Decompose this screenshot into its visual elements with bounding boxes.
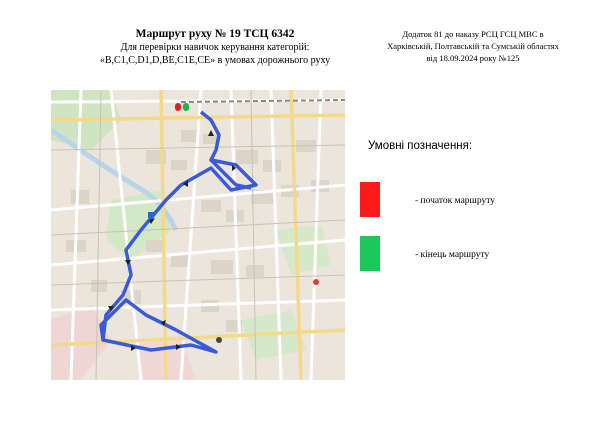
poi-marker [148, 212, 154, 218]
legend-start-swatch [360, 182, 380, 217]
order-line-1: Додаток 81 до наказу РСЦ ГСЦ МВС в [402, 29, 544, 39]
order-line-3: від 18.09.2024 року №125 [426, 53, 520, 63]
legend-title: Умовні позначення: [368, 140, 473, 152]
route-title: Маршрут руху № 19 ТСЦ 6342 [135, 28, 295, 40]
legend-start-label: - початок маршруту [415, 196, 496, 206]
map-canvas [51, 90, 345, 380]
end-marker [183, 103, 189, 111]
route-subtitle-line-1: Для перевірки навичок керування категорій: [120, 42, 310, 53]
order-reference [368, 28, 578, 64]
order-line-2: Харківській, Полтавській та Сумській областях [387, 41, 559, 51]
legend-end-label: - кінець маршруту [415, 250, 490, 260]
start-marker [175, 103, 181, 111]
route-subtitle-line-2: «B,C1,C,D1,D,BE,C1E,CE» в умовах дорожнього руху [99, 55, 331, 66]
poi-marker [216, 337, 222, 343]
poi-marker [313, 279, 319, 285]
header [70, 27, 360, 67]
legend-end-swatch [360, 236, 380, 271]
route-map[interactable] [51, 90, 345, 380]
